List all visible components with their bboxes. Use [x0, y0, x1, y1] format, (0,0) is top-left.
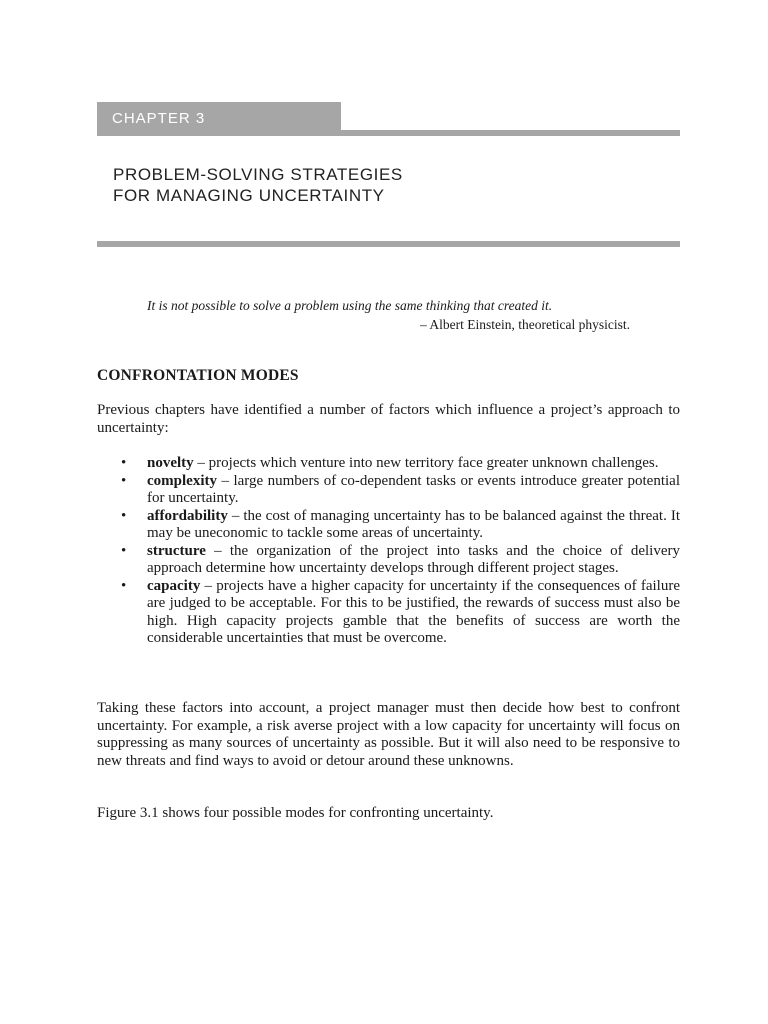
section-heading: CONFRONTATION MODES — [97, 367, 299, 384]
figure-reference: Figure 3.1 shows four possible modes for confronting uncertainty. — [97, 805, 494, 821]
bullet-term: complexity — [147, 472, 217, 489]
chapter-rule — [341, 130, 680, 136]
title-divider — [97, 241, 680, 247]
chapter-title-line-2: FOR MANAGING UNCERTAINTY — [113, 186, 385, 205]
bullet-text: – the organization of the project into tasks and the choice of delivery approach determine how uncertainty develops through different project stages. — [147, 542, 680, 576]
intro-paragraph: Previous chapters have identified a number of factors which influence a project’s approach to uncertainty: — [97, 402, 680, 436]
bullet-glyph: • — [121, 577, 127, 594]
closing-paragraph: Taking these factors into account, a project manager must then decide how best to confront uncertainty. For example, a risk averse project with a low capacity for uncertainty will focus on suppressing as many sources of uncertainty as possible. But it will also need to be responsive to new threats and find ways to avoid or detour around these unknowns. — [97, 700, 680, 769]
bullet-glyph: • — [121, 542, 127, 559]
list-item — [97, 543, 680, 578]
bullet-text: – large numbers of co-dependent tasks or events introduce greater potential for uncertainty. — [147, 472, 680, 506]
factor-list — [97, 455, 680, 648]
chapter-label: CHAPTER 3 — [97, 102, 341, 136]
bullet-glyph: • — [121, 455, 127, 471]
epigraph-quote: It is not possible to solve a problem using the same thinking that created it. — [147, 298, 553, 313]
bullet-term: affordability — [147, 507, 228, 524]
list-item — [97, 473, 680, 508]
bullet-term: capacity — [147, 577, 201, 594]
bullet-term: novelty — [147, 455, 194, 471]
list-item — [97, 508, 680, 543]
list-item — [97, 455, 680, 473]
bullet-text: – projects which venture into new territory face greater unknown challenges. — [193, 455, 659, 471]
chapter-title-line-1: PROBLEM-SOLVING STRATEGIES — [113, 165, 403, 184]
bullet-text: – the cost of managing uncertainty has to be balanced against the threat. It may be uneconomic to tackle some areas of uncertainty. — [147, 507, 680, 541]
epigraph-attribution: – Albert Einstein, theoretical physicist. — [420, 317, 630, 332]
chapter-title — [113, 164, 403, 206]
list-item — [97, 578, 680, 648]
bullet-glyph: • — [121, 507, 127, 524]
bullet-term: structure — [147, 542, 206, 559]
bullet-text: – projects have a higher capacity for uncertainty if the consequences of failure are judged to be acceptable. For this to be justified, the rewards of success must also be high. High capacity projects gamble that the benefits of success are worth the considerable uncertainties that must be overcome. — [147, 577, 680, 646]
bullet-glyph: • — [121, 472, 127, 489]
